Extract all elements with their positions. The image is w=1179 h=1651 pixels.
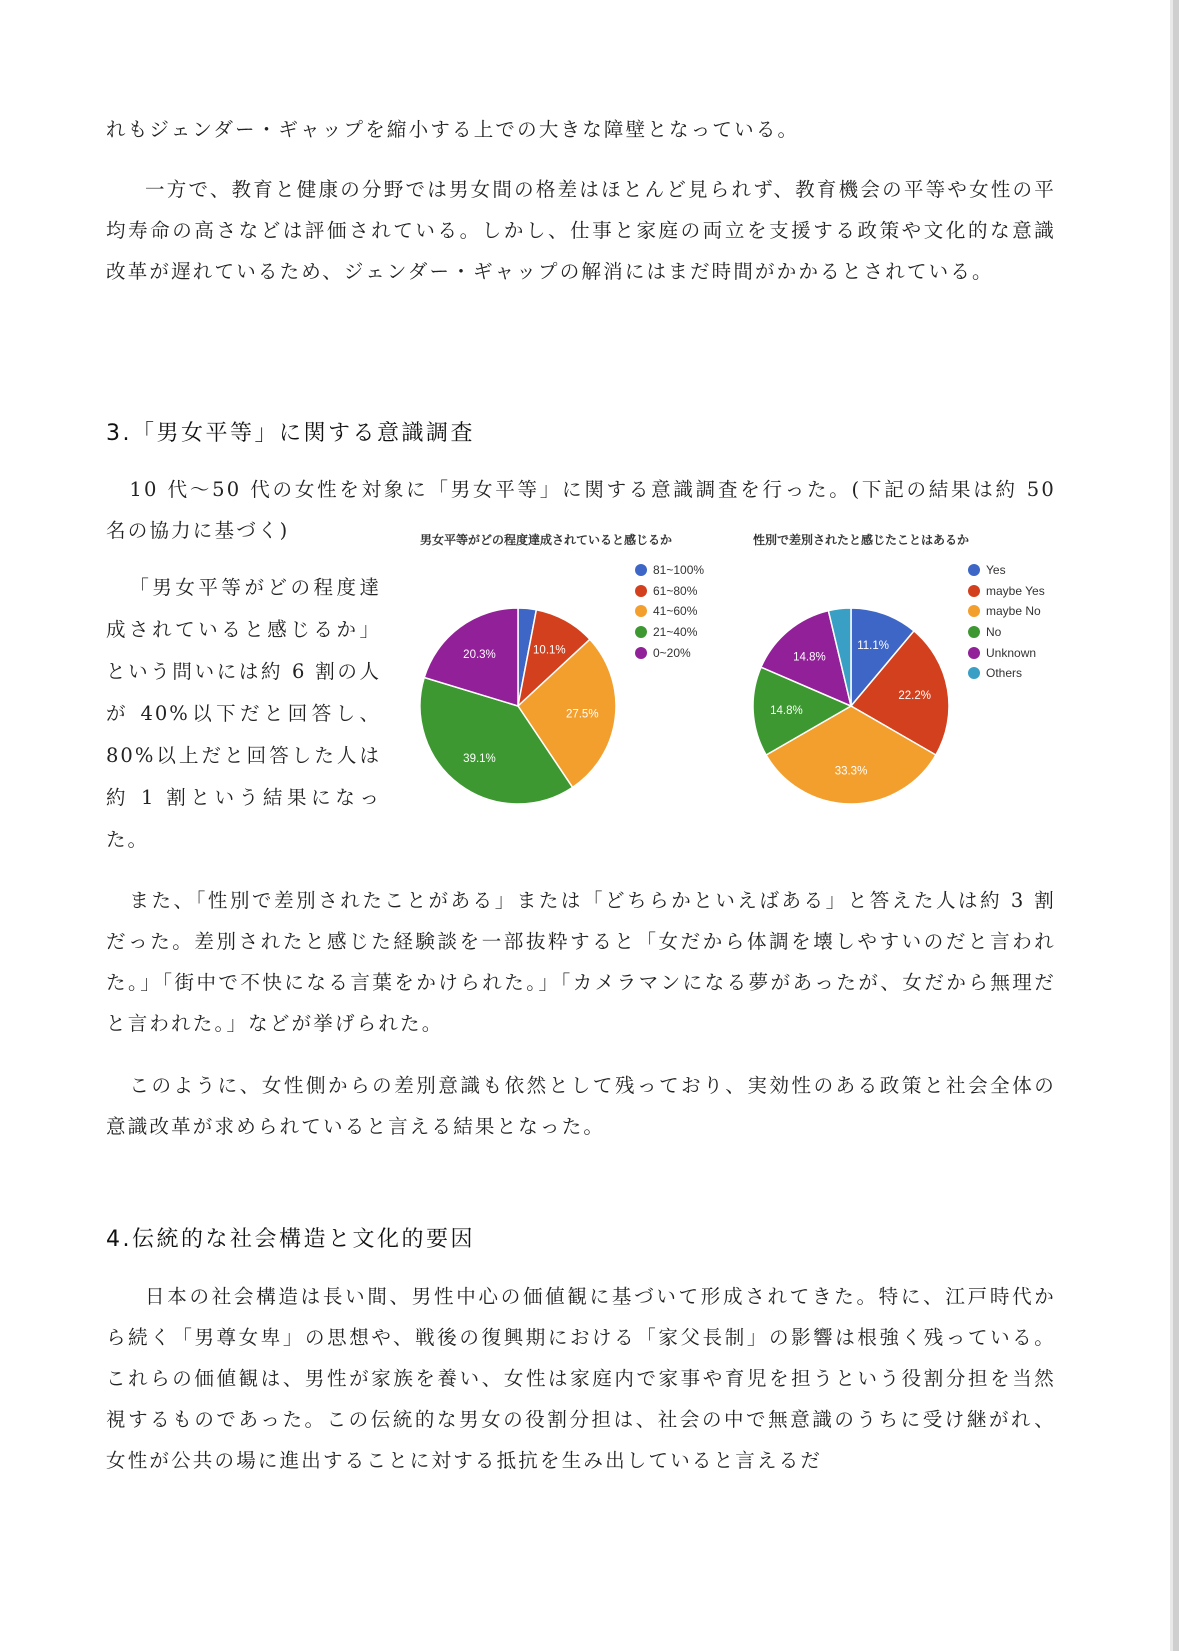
legend-item-2 <box>968 601 1045 622</box>
survey-intro-paragraph: 10 代～50 代の女性を対象に「男女平等」に関する意識調査を行った。(下記の結果は約 50 名の協力に基づく) <box>106 478 1056 542</box>
survey-side-text: 「男女平等がどの程度達成されていると感じるか」という問いには約 6 割の人が 40%以下だと回答し、80%以上だと回答した人は約 1 割という結果になった。 <box>106 576 381 851</box>
pie-data-label-4: 20.3% <box>463 649 496 662</box>
legend-label: maybe No <box>986 604 1041 619</box>
legend-label: No <box>986 625 1002 640</box>
legend-label: Unknown <box>986 645 1037 660</box>
legend-item-3 <box>635 622 704 643</box>
paragraph-education-health: 一方で、教育と健康の分野では男女間の格差はほとんど見られず、教育機会の平等や女性の平均寿命の高さなどは評価されている。しかし、仕事と家庭の両立を支援する政策や文化的な意識改革が遅れているため、ジェンダー・ギャップの解消にはまだ時間がかかるとされている。 <box>106 178 1056 283</box>
legend-swatch <box>635 585 647 597</box>
legend-swatch <box>968 585 980 597</box>
pie-data-label-3: 14.8% <box>770 704 803 717</box>
legend-item-1 <box>635 581 704 602</box>
paragraph-continuation: れもジェンダー・ギャップを縮小する上での大きな障壁となっている。 <box>106 118 800 141</box>
legend-swatch <box>968 647 980 659</box>
pie-data-label-0: 11.1% <box>857 640 890 653</box>
legend-swatch <box>635 647 647 659</box>
conclusion-paragraph: このように、女性側からの差別意識も依然として残っており、実効性のある政策と社会全体の意識改革が求められていると言える結果となった。 <box>106 1074 1056 1138</box>
pie-data-label-4: 14.8% <box>793 651 826 664</box>
legend-swatch <box>968 667 980 679</box>
legend-item-0 <box>635 560 704 581</box>
legend-label: 41~60% <box>653 604 698 619</box>
legend-swatch <box>968 605 980 617</box>
page-edge <box>1173 0 1179 1651</box>
legend-label: 61~80% <box>653 583 698 598</box>
legend-item-3 <box>968 622 1045 643</box>
chart-legend <box>635 560 704 663</box>
legend-label: maybe Yes <box>986 583 1045 598</box>
legend-label: Yes <box>986 563 1006 578</box>
legend-swatch <box>968 564 980 576</box>
legend-item-1 <box>968 581 1045 602</box>
pie-data-label-2: 27.5% <box>565 708 599 721</box>
legend-label: 81~100% <box>653 563 705 578</box>
legend-item-0 <box>968 560 1045 581</box>
legend-item-5 <box>968 663 1045 684</box>
chart-title: 男女平等がどの程度達成されていると感じるか <box>420 533 673 547</box>
legend-label: 21~40% <box>653 625 698 640</box>
legend-swatch <box>635 626 647 638</box>
pie-chart-discrimination <box>748 526 1068 816</box>
pie-data-label-2: 33.3% <box>834 765 868 778</box>
section-3-heading: 3.「男女平等」に関する意識調査 <box>106 421 475 446</box>
legend-item-2 <box>635 601 704 622</box>
legend-swatch <box>635 605 647 617</box>
section-4-heading: 4.伝統的な社会構造と文化的要因 <box>106 1227 475 1252</box>
legend-label: Others <box>986 666 1023 681</box>
legend-item-4 <box>635 642 704 663</box>
legend-label: 0~20% <box>653 645 691 660</box>
discrimination-paragraph: また、「性別で差別されたことがある」または「どちらかといえばある」と答えた人は約 3 割だった。差別されたと感じた経験談を一部抜粋すると「女だから体調を壊しやすいのだと言われた。」「街中で不快になる言葉をかけられた。」「カメラマンになる夢があったが、女だから無理だと言われた。」などが挙げられた。 <box>106 889 1056 1035</box>
chart-legend <box>968 560 1045 684</box>
pie-chart-equality <box>415 526 725 816</box>
pie-data-label-3: 39.1% <box>463 752 496 765</box>
chart-title: 性別で差別されたと感じたことはあるか <box>753 533 970 547</box>
legend-swatch <box>635 564 647 576</box>
pie-data-label-1: 10.1% <box>533 644 566 657</box>
pie-data-label-1: 22.2% <box>898 689 932 702</box>
social-structure-paragraph: 日本の社会構造は長い間、男性中心の価値観に基づいて形成されてきた。特に、江戸時代から続く「男尊女卑」の思想や、戦後の復興期における「家父長制」の影響は根強く残っている。これらの価値観は、男性が家族を養い、女性は家庭内で家事や育児を担うという役割分担を当然視するものであった。この伝統的な男女の役割分担は、社会の中で無意識のうちに受け継がれ、女性が公共の場に進出することに対する抵抗を生み出していると言えるだ <box>106 1285 1056 1472</box>
legend-item-4 <box>968 642 1045 663</box>
legend-swatch <box>968 626 980 638</box>
